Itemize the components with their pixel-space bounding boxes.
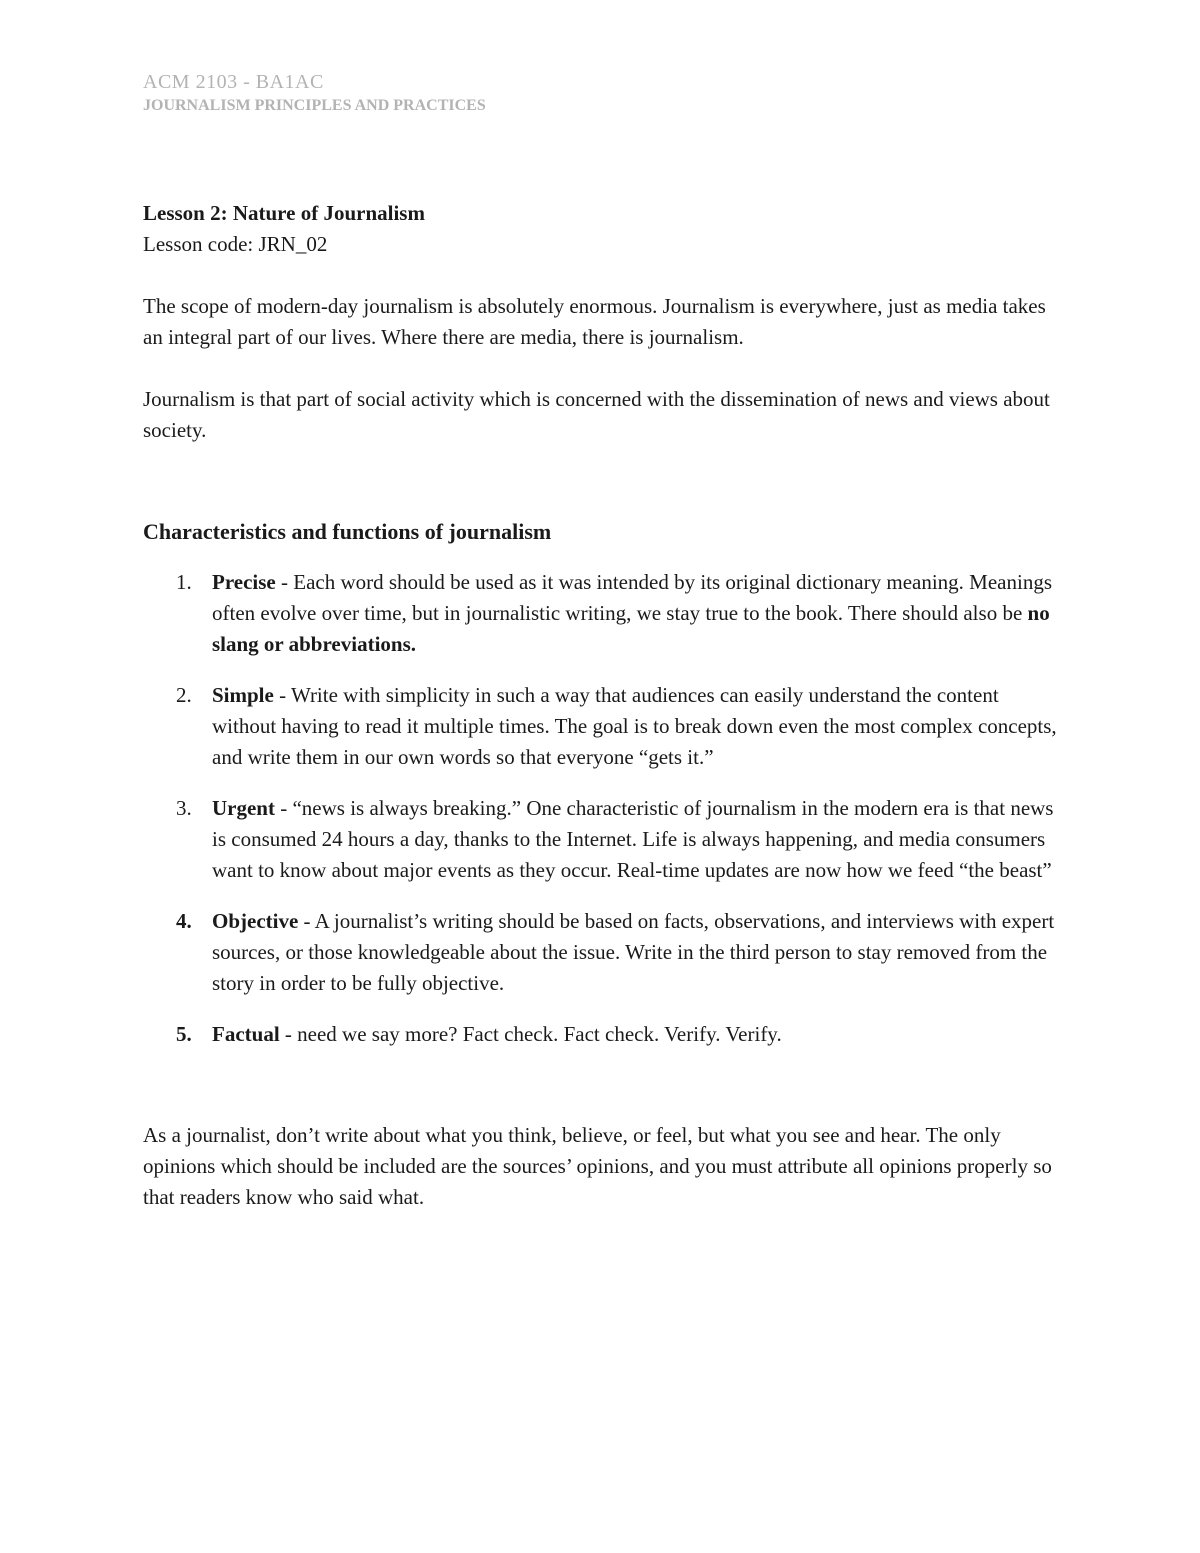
list-item — [143, 1019, 1063, 1050]
list-item-number: 5. — [176, 1022, 192, 1046]
section-title: Characteristics and functions of journalism — [143, 519, 552, 544]
list-item-number: 3. — [176, 796, 192, 820]
closing-paragraph: As a journalist, don’t write about what you think, believe, or feel, but what you see and hear. The only opinions which should be included are the sources’ opinions, and you must attribute all opinions properly so that readers know who said what. — [143, 1123, 1052, 1209]
list-item-text: - A journalist’s writing should be based on facts, observations, and interviews with expert sources, or those knowledgeable about the issue. Write in the third person to stay removed from the story in order to be fully objective. — [212, 909, 1055, 995]
list-item-text: - Each word should be used as it was intended by its original dictionary meaning. Meanings often evolve over time, but in journalistic writing, we stay true to the book. There should also be — [212, 570, 1053, 625]
list-item-term: Factual — [212, 1022, 280, 1046]
document-body — [143, 198, 1063, 1213]
characteristics-list — [143, 567, 1063, 1050]
intro-paragraph-1: The scope of modern-day journalism is absolutely enormous. Journalism is everywhere, just as media takes an integral part of our lives. Where there are media, there is journalism. — [143, 294, 1046, 349]
list-item-term: Urgent — [212, 796, 275, 820]
list-item-term: Precise — [212, 570, 276, 594]
list-item-term: Simple — [212, 683, 274, 707]
lesson-title: Lesson 2: Nature of Journalism — [143, 201, 425, 225]
intro-paragraph-2: Journalism is that part of social activity which is concerned with the dissemination of news and views about society. — [143, 387, 1050, 442]
list-item-number: 2. — [176, 683, 192, 707]
list-item-number: 4. — [176, 909, 192, 933]
list-item-text: - Write with simplicity in such a way that audiences can easily understand the content without having to read it multiple times. The goal is to break down even the most complex concepts, and write them in our own words so that everyone “gets it.” — [212, 683, 1057, 769]
list-item-text: - “news is always breaking.” One characteristic of journalism in the modern era is that news is consumed 24 hours a day, thanks to the Internet. Life is always happening, and media consumers want to know about major events as they occur. Real-time updates are now how we feed “the beast” — [212, 796, 1054, 882]
list-item-text: - need we say more? Fact check. Fact check. Verify. Verify. — [279, 1022, 782, 1046]
list-item-emphasis: no slang or abbreviations. — [212, 601, 1050, 656]
list-item — [143, 680, 1063, 773]
list-item — [143, 567, 1063, 660]
list-item-number: 1. — [176, 570, 192, 594]
list-item — [143, 793, 1063, 886]
lesson-code: Lesson code: JRN_02 — [143, 232, 328, 256]
course-title: JOURNALISM PRINCIPLES AND PRACTICES — [143, 97, 486, 114]
course-code: ACM 2103 - BA1AC — [143, 71, 324, 93]
list-item-term: Objective — [212, 909, 299, 933]
list-item — [143, 906, 1063, 999]
